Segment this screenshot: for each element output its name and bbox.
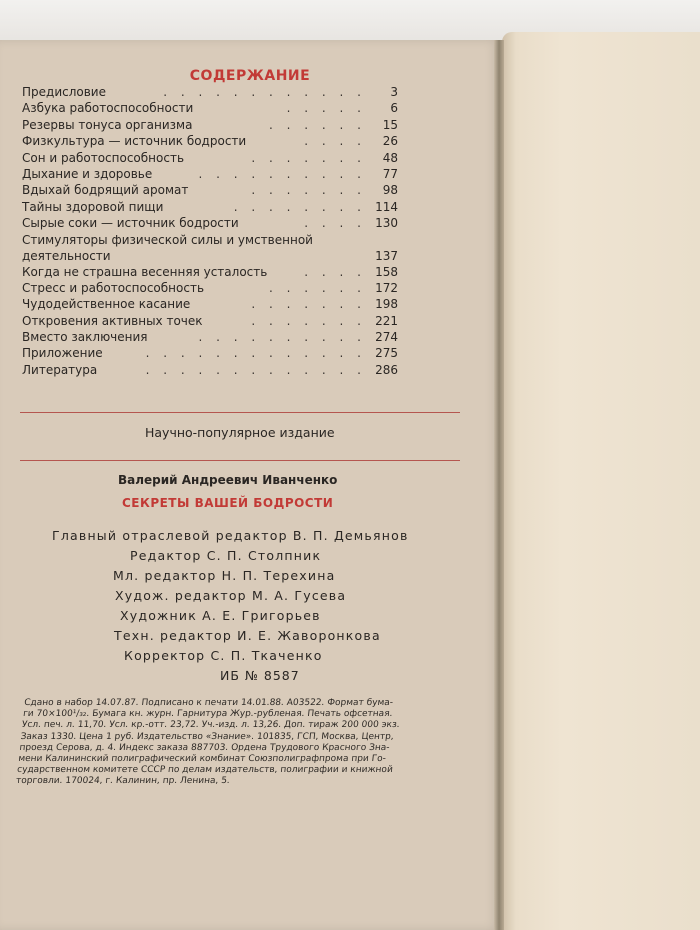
imprint-line: Сдано в набор 14.07.87. Подписано к печати 14.01.88. А03522. Формат бума- (23, 698, 394, 708)
toc-item-page: 221 (375, 313, 398, 328)
credit-line: Главный отраслевой редактор В. П. Демьянов (52, 528, 409, 543)
toc-item (22, 84, 402, 100)
credit-line: Художник А. Е. Григорьев (120, 608, 321, 623)
toc-item-page: 137 (375, 248, 398, 263)
toc-item-label: Приложение (22, 346, 103, 361)
toc-item-page: 198 (375, 297, 398, 312)
divider-line (20, 412, 460, 413)
imprint-line: Усл. печ. л. 11,70. Усл. кр.-отт. 23,72. Уч.-изд. л. 13,26. Доп. тираж 200 000 экз. (21, 720, 401, 731)
toc-item-label: Азбука работоспособности (22, 101, 194, 116)
toc-item (22, 264, 402, 280)
toc-item (22, 182, 402, 198)
toc-title: СОДЕРЖАНИЕ (189, 68, 311, 84)
toc-item (22, 232, 402, 264)
toc-item-label: Сырые соки — источник бодрости (22, 216, 239, 231)
ib-number: ИБ № 8587 (220, 668, 300, 683)
toc-item-label: Откровения активных точек (22, 313, 203, 328)
toc-item-label: Предисловие (22, 85, 106, 99)
leader-dots: . . . . . . . (251, 150, 366, 165)
toc-item-page: 130 (375, 216, 398, 231)
credit-line: Худож. редактор М. А. Гусева (115, 588, 347, 603)
toc-item (22, 362, 402, 378)
leader-dots: . . . . . . . . . . . . (163, 85, 366, 99)
toc-item-label: Дыхание и здоровье (22, 166, 153, 181)
toc-item-page: 26 (382, 134, 398, 149)
toc-item (22, 280, 402, 296)
leader-dots: . . . . (304, 134, 366, 149)
imprint-line: Заказ 1330. Цена 1 руб. Издательство «Знание». 101835, ГСП, Москва, Центр, (20, 731, 395, 742)
leader-dots: . . . . . . . (251, 297, 366, 312)
right-page (502, 32, 700, 930)
leader-dots: . . . . . . . . (233, 199, 366, 214)
toc-item-label: Стресс и работоспособность (22, 280, 205, 295)
toc-item (22, 133, 402, 149)
toc-item (22, 345, 402, 361)
toc-item-page: 172 (375, 280, 398, 295)
toc-item-label: Вдыхай бодрящий аромат (22, 183, 189, 198)
credit-line: Техн. редактор И. Е. Жаворонкова (114, 628, 381, 643)
leader-dots: . . . . . (286, 101, 366, 116)
leader-dots: . . . . . . (269, 280, 366, 295)
author-name: Валерий Андреевич Иванченко (118, 473, 338, 487)
toc-item (22, 199, 402, 215)
credit-line: Корректор С. П. Ткаченко (124, 648, 323, 663)
toc-item-label: Стимуляторы физической силы и умственной деятельности (22, 232, 313, 263)
toc-item-page: 48 (382, 150, 398, 165)
toc-item-label: Резервы тонуса организма (22, 117, 193, 132)
toc-item-label: Вместо заключения (22, 330, 148, 345)
toc-item (22, 215, 402, 231)
edition-type: Научно-популярное издание (145, 425, 335, 440)
toc-item-page: 275 (375, 346, 398, 361)
toc-item-label: Сон и работоспособность (22, 150, 185, 165)
leader-dots: . . . . . . . . . . . . . (145, 346, 366, 361)
imprint-block (15, 698, 464, 788)
toc-item-label: Литература (22, 362, 98, 377)
toc-item (22, 313, 402, 329)
table-of-contents (22, 84, 402, 378)
toc-item (22, 296, 402, 312)
leader-dots: . . . . . . . (251, 313, 366, 328)
divider-line (20, 460, 460, 461)
toc-item (22, 150, 402, 166)
toc-item-page: 286 (375, 362, 398, 377)
toc-item-page: 77 (382, 166, 398, 181)
credit-line: Мл. редактор Н. П. Терехина (113, 568, 336, 583)
toc-item-page: 158 (375, 264, 398, 279)
toc-item-page: 274 (375, 330, 398, 345)
leader-dots: . . . . . . (269, 117, 366, 132)
toc-item-page: 114 (375, 199, 398, 214)
toc-item (22, 166, 402, 182)
book-title: СЕКРЕТЫ ВАШЕЙ БОДРОСТИ (122, 496, 334, 510)
imprint-line: проезд Серова, д. 4. Индекс заказа 887703. Ордена Трудового Красного Зна- (18, 742, 391, 753)
leader-dots: . . . . . . . (251, 183, 366, 198)
imprint-line: торговли. 170024, г. Калинин, пр. Ленина, 5. (15, 776, 231, 787)
leader-dots: . . . . . . . . . . (198, 330, 366, 345)
leader-dots: . . . . . . . . . . (198, 166, 366, 181)
toc-item-label: Физкультура — источник бодрости (22, 134, 247, 149)
toc-item-page: 6 (390, 101, 398, 116)
toc-item (22, 100, 402, 116)
toc-item-page: 15 (382, 117, 398, 132)
credit-line: Редактор С. П. Столпник (130, 548, 322, 563)
toc-item (22, 329, 402, 345)
leader-dots: . . . . . . . . . . . . . (145, 362, 366, 377)
toc-item-page: 98 (382, 183, 398, 198)
imprint-line: ги 70×100¹/₃₂. Бумага кн. журн. Гарнитура Жур.-рубленая. Печать офсетная. (22, 709, 393, 720)
leader-dots: . . . . (304, 216, 366, 231)
imprint-line: сударственном комитете СССР по делам издательств, полиграфии и книжной (16, 765, 394, 776)
toc-item-page: 3 (390, 85, 398, 99)
imprint-line: мени Калининский полиграфический комбинат Союзполиграфпрома при Го- (17, 754, 387, 765)
toc-item-label: Когда не страшна весенняя усталость (22, 264, 268, 279)
toc-item-label: Чудодейственное касание (22, 297, 191, 312)
leader-dots: . . . . (304, 264, 366, 279)
toc-item-label: Тайны здоровой пищи (22, 199, 164, 214)
toc-item (22, 117, 402, 133)
